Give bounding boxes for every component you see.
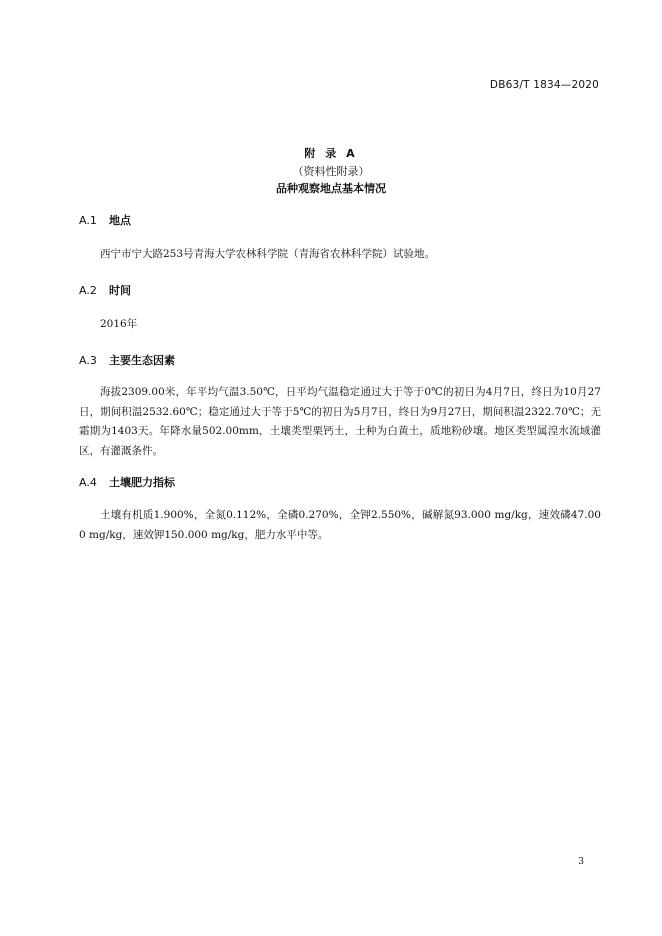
- section-body-a2: 2016年: [100, 318, 138, 330]
- section-number: A.3: [79, 354, 97, 367]
- appendix-subtitle: 品种观察地点基本情况: [276, 182, 386, 195]
- section-heading-a4: [79, 474, 175, 490]
- standard-code: DB63/T 1834—2020: [489, 79, 599, 91]
- page-number: 3: [578, 857, 584, 867]
- section-heading-a2: [79, 282, 131, 298]
- section-body-a3: 海拔2309.00米，年平均气温3.50℃，日平均气温稳定通过大于等于0℃的初日为4月7日，终日为10月27日，期间积温2532.60℃；稳定通过大于等于5℃的初日为5月7日，终日为9月27日，期间积温2322.70℃；无霜期为1403天。年降水量502.00mm，土壤类型栗钙土，土种为白黄土，质地粉砂壤。地区类型属湟水流域灌区，有灌溉条件。: [79, 386, 601, 457]
- section-title: 土壤肥力指标: [109, 476, 175, 489]
- appendix-title: 附 录 A: [304, 147, 358, 160]
- section-number: A.4: [79, 476, 97, 489]
- section-body-a4: 土壤有机质1.900%，全氮0.112%，全磷0.270%，全钾2.550%，碱解氮93.000 mg/kg，速效磷47.000 mg/kg，速效钾150.000 mg/kg，肥力水平中等。: [79, 509, 601, 541]
- section-heading-a3: [79, 352, 175, 368]
- appendix-title-block: [0, 145, 662, 198]
- appendix-type: （资料性附录）: [292, 164, 370, 178]
- section-title: 地点: [109, 214, 131, 227]
- section-title: 主要生态因素: [109, 354, 175, 367]
- section-body-a1: 西宁市宁大路253号青海大学农林科学院（青海省农林科学院）试验地。: [100, 248, 436, 260]
- section-number: A.2: [79, 284, 97, 297]
- section-number: A.1: [79, 214, 97, 227]
- section-title: 时间: [109, 284, 131, 297]
- section-heading-a1: [79, 212, 131, 228]
